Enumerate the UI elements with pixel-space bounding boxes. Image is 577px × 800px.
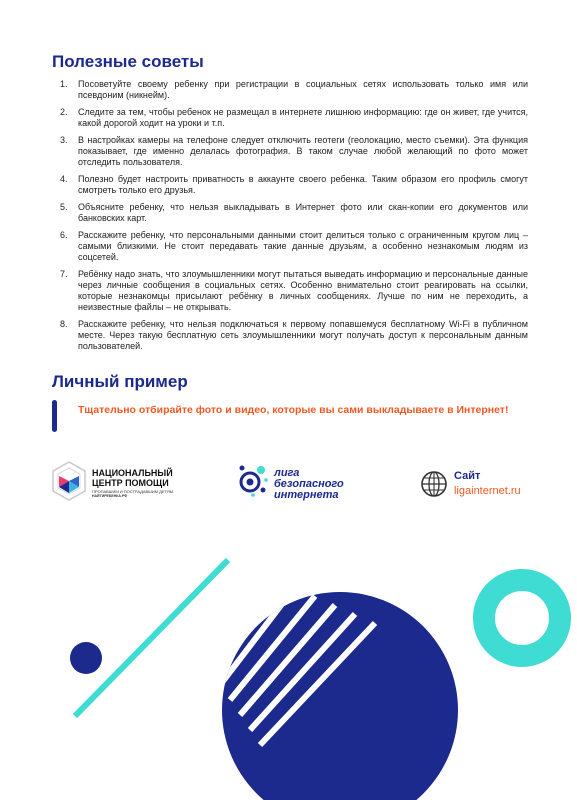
list-item-text: Следите за тем, чтобы ребенок не размещал в интернете лишнюю информацию: где он живет, где учится, какой дорогой ходит на уроки и т.п. [78,107,528,128]
liga-title-line2: безопасного [274,478,344,490]
list-number: 3. [60,135,68,145]
globe-icon [420,470,448,498]
list-item-text: Объясните ребенку, что нельзя выкладывать в Интернет фото или скан-копии его документов или банковских карт. [78,202,528,223]
decorative-graphics [0,540,577,800]
list-number: 1. [60,79,68,89]
list-item [50,230,528,263]
list-item-text: Расскажите ребенку, что нельзя подключаться к первому попавшемуся бесплатному Wi-Fi в публичном месте. Через такую бесплатную сеть злоумышленники могут получать доступ к персональным данным пользователей. [78,319,528,351]
liga-title-line1: лига [274,467,300,479]
list-item-text: В настройках камеры на телефоне следует отключить геотеги (геолокацию, место съемки). Эта функция показывает, где именно делалась фотография. В таком случае любой желающий по фото может отследить пользователя. [78,135,528,167]
list-item [50,202,528,224]
small-navy-circle [70,642,102,674]
site-label: Сайт [454,470,481,482]
list-item [50,174,528,196]
list-number: 8. [60,319,68,329]
list-item [50,79,528,101]
list-number: 2. [60,107,68,117]
list-number: 5. [60,202,68,212]
list-number: 4. [60,174,68,184]
highlight-quote: Тщательно отбирайте фото и видео, которые вы сами выкладываете в Интернет! [78,404,509,416]
teal-ring [484,580,560,656]
site-url-link[interactable]: ligainternet.ru [454,485,521,497]
liga-logo [236,460,366,506]
ncp-emblem-icon [50,460,88,502]
liga-title-line3: интернета [274,489,339,501]
ncp-logo [50,460,190,506]
list-item [50,107,528,129]
section-title-tips: Полезные советы [52,52,204,71]
list-item [50,269,528,313]
site-block[interactable] [420,467,540,503]
list-item-text: Полезно будет настроить приватность в аккаунте своего ребенка. Таким образом его профиль смогут смотреть только его друзья. [78,174,528,195]
list-item [50,319,528,352]
ncp-subtitle: ПРОПАВШИМ И ПОСТРАДАВШИМ ДЕТЯМ [92,489,174,494]
section-title-personal-example: Личный пример [52,372,188,391]
teal-line [75,560,228,716]
quote-accent-bar [52,400,57,432]
liga-emblem-icon [236,460,272,500]
ncp-site: НАЙТИРЕБЕНКА.РФ [92,494,128,498]
list-number: 7. [60,269,68,279]
tips-list [50,79,528,358]
ncp-title-line1: НАЦИОНАЛЬНЫЙ [92,468,173,478]
list-item [50,135,528,168]
list-number: 6. [60,230,68,240]
list-item-text: Ребёнку надо знать, что злоумышленники могут пытаться выведать информацию и персональные данные через личные сообщения в социальных сетях. Особенно внимательно стоит реагировать на ссылки, которые незнакомцы присылают ребёнку в личных сообщениях. Лучше по ним не переходить, а неизвестные файлы – не открывать. [78,269,528,312]
list-item-text: Посоветуйте своему ребенку при регистрации в социальных сетях использовать только имя или псевдоним (никнейм). [78,79,528,100]
ncp-title-line2: ЦЕНТР ПОМОЩИ [92,478,169,488]
list-item-text: Расскажите ребенку, что персональными данными стоит делиться только с ограниченным кругом лиц – самыми близкими. Не стоит передавать такие данные друзьям, а особенно незнакомым людям из соцсетей. [78,230,528,262]
